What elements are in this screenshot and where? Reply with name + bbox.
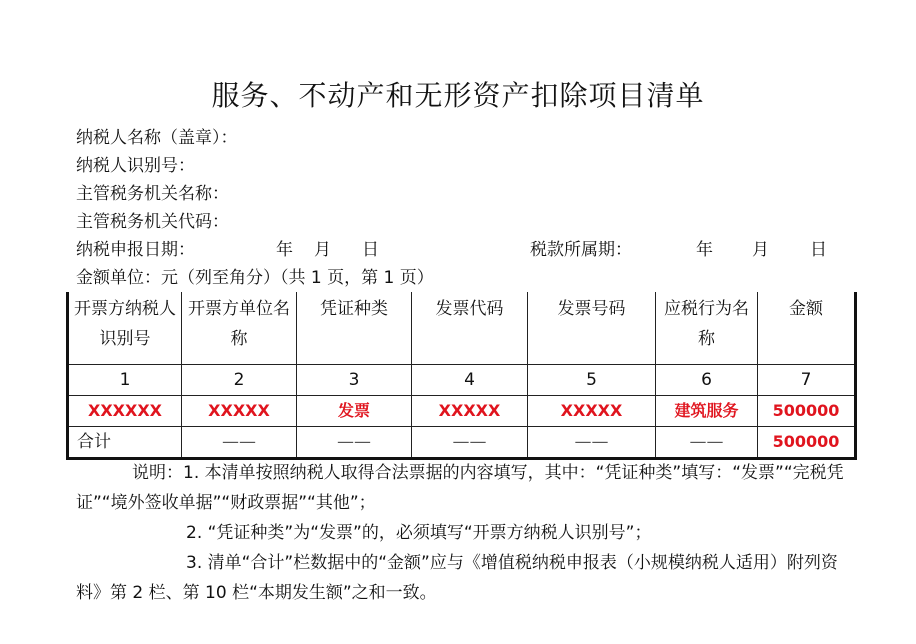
total-amount: 500000 <box>758 427 856 459</box>
deduction-table <box>66 292 857 460</box>
header-cell: 开票方单位名称 <box>182 292 297 365</box>
column-number: 2 <box>182 365 297 396</box>
header-cell: 开票方纳税人识别号 <box>68 292 182 365</box>
taxpayer-name-label: 纳税人名称（盖章）： <box>76 128 238 148</box>
period-month: 月 <box>752 240 769 260</box>
total-cell: —— <box>182 427 297 459</box>
filing-day: 日 <box>362 240 379 260</box>
header-cell: 金额 <box>758 292 856 365</box>
data-cell: XXXXX <box>182 396 297 427</box>
total-cell: —— <box>412 427 528 459</box>
header-cell: 发票号码 <box>528 292 656 365</box>
column-number: 3 <box>297 365 412 396</box>
column-number: 1 <box>68 365 182 396</box>
data-cell: 500000 <box>758 396 856 427</box>
total-cell: —— <box>297 427 412 459</box>
header-cell: 发票代码 <box>412 292 528 365</box>
total-cell: —— <box>528 427 656 459</box>
notes <box>76 458 856 608</box>
column-number: 4 <box>412 365 528 396</box>
tax-authority-code-label: 主管税务机关代码： <box>76 212 229 232</box>
tax-period-label: 税款所属期： <box>530 240 632 260</box>
column-number-row <box>68 365 856 396</box>
filing-month: 月 <box>314 240 331 260</box>
total-label: 合计 <box>68 427 182 459</box>
data-cell: XXXXX <box>528 396 656 427</box>
data-cell: 建筑服务 <box>656 396 758 427</box>
filing-date-label: 纳税申报日期： <box>76 240 195 260</box>
header-cell: 应税行为名称 <box>656 292 758 365</box>
unit-line: 金额单位：元（列至角分）（共 1 页，第 1 页） <box>76 268 434 288</box>
total-row <box>68 427 856 459</box>
table-row <box>68 396 856 427</box>
column-number: 5 <box>528 365 656 396</box>
filing-year: 年 <box>276 240 293 260</box>
period-year: 年 <box>696 240 713 260</box>
note-3: 3. 清单“合计”栏数据中的“金额”应与《增值税纳税申报表（小规模纳税人适用）附列资料》第 2 栏、第 10 栏“本期发生额”之和一致。 <box>76 553 838 603</box>
data-cell: XXXXXX <box>68 396 182 427</box>
period-day: 日 <box>810 240 827 260</box>
page-title: 服务、不动产和无形资产扣除项目清单 <box>211 79 705 112</box>
column-number: 7 <box>758 365 856 396</box>
header-cell: 凭证种类 <box>297 292 412 365</box>
note-2: 2. “凭证种类”为“发票”的，必须填写“开票方纳税人识别号”； <box>186 523 652 543</box>
data-cell: 发票 <box>297 396 412 427</box>
column-number: 6 <box>656 365 758 396</box>
taxpayer-id-label: 纳税人识别号： <box>76 156 195 176</box>
tax-authority-name-label: 主管税务机关名称： <box>76 184 229 204</box>
table-header-row <box>68 292 856 365</box>
data-cell: XXXXX <box>412 396 528 427</box>
note-1: 说明：1. 本清单按照纳税人取得合法票据的内容填写，其中：“凭证种类”填写：“发票”“完税凭证”“境外签收单据”“财政票据”“其他”； <box>76 463 844 513</box>
total-cell: —— <box>656 427 758 459</box>
